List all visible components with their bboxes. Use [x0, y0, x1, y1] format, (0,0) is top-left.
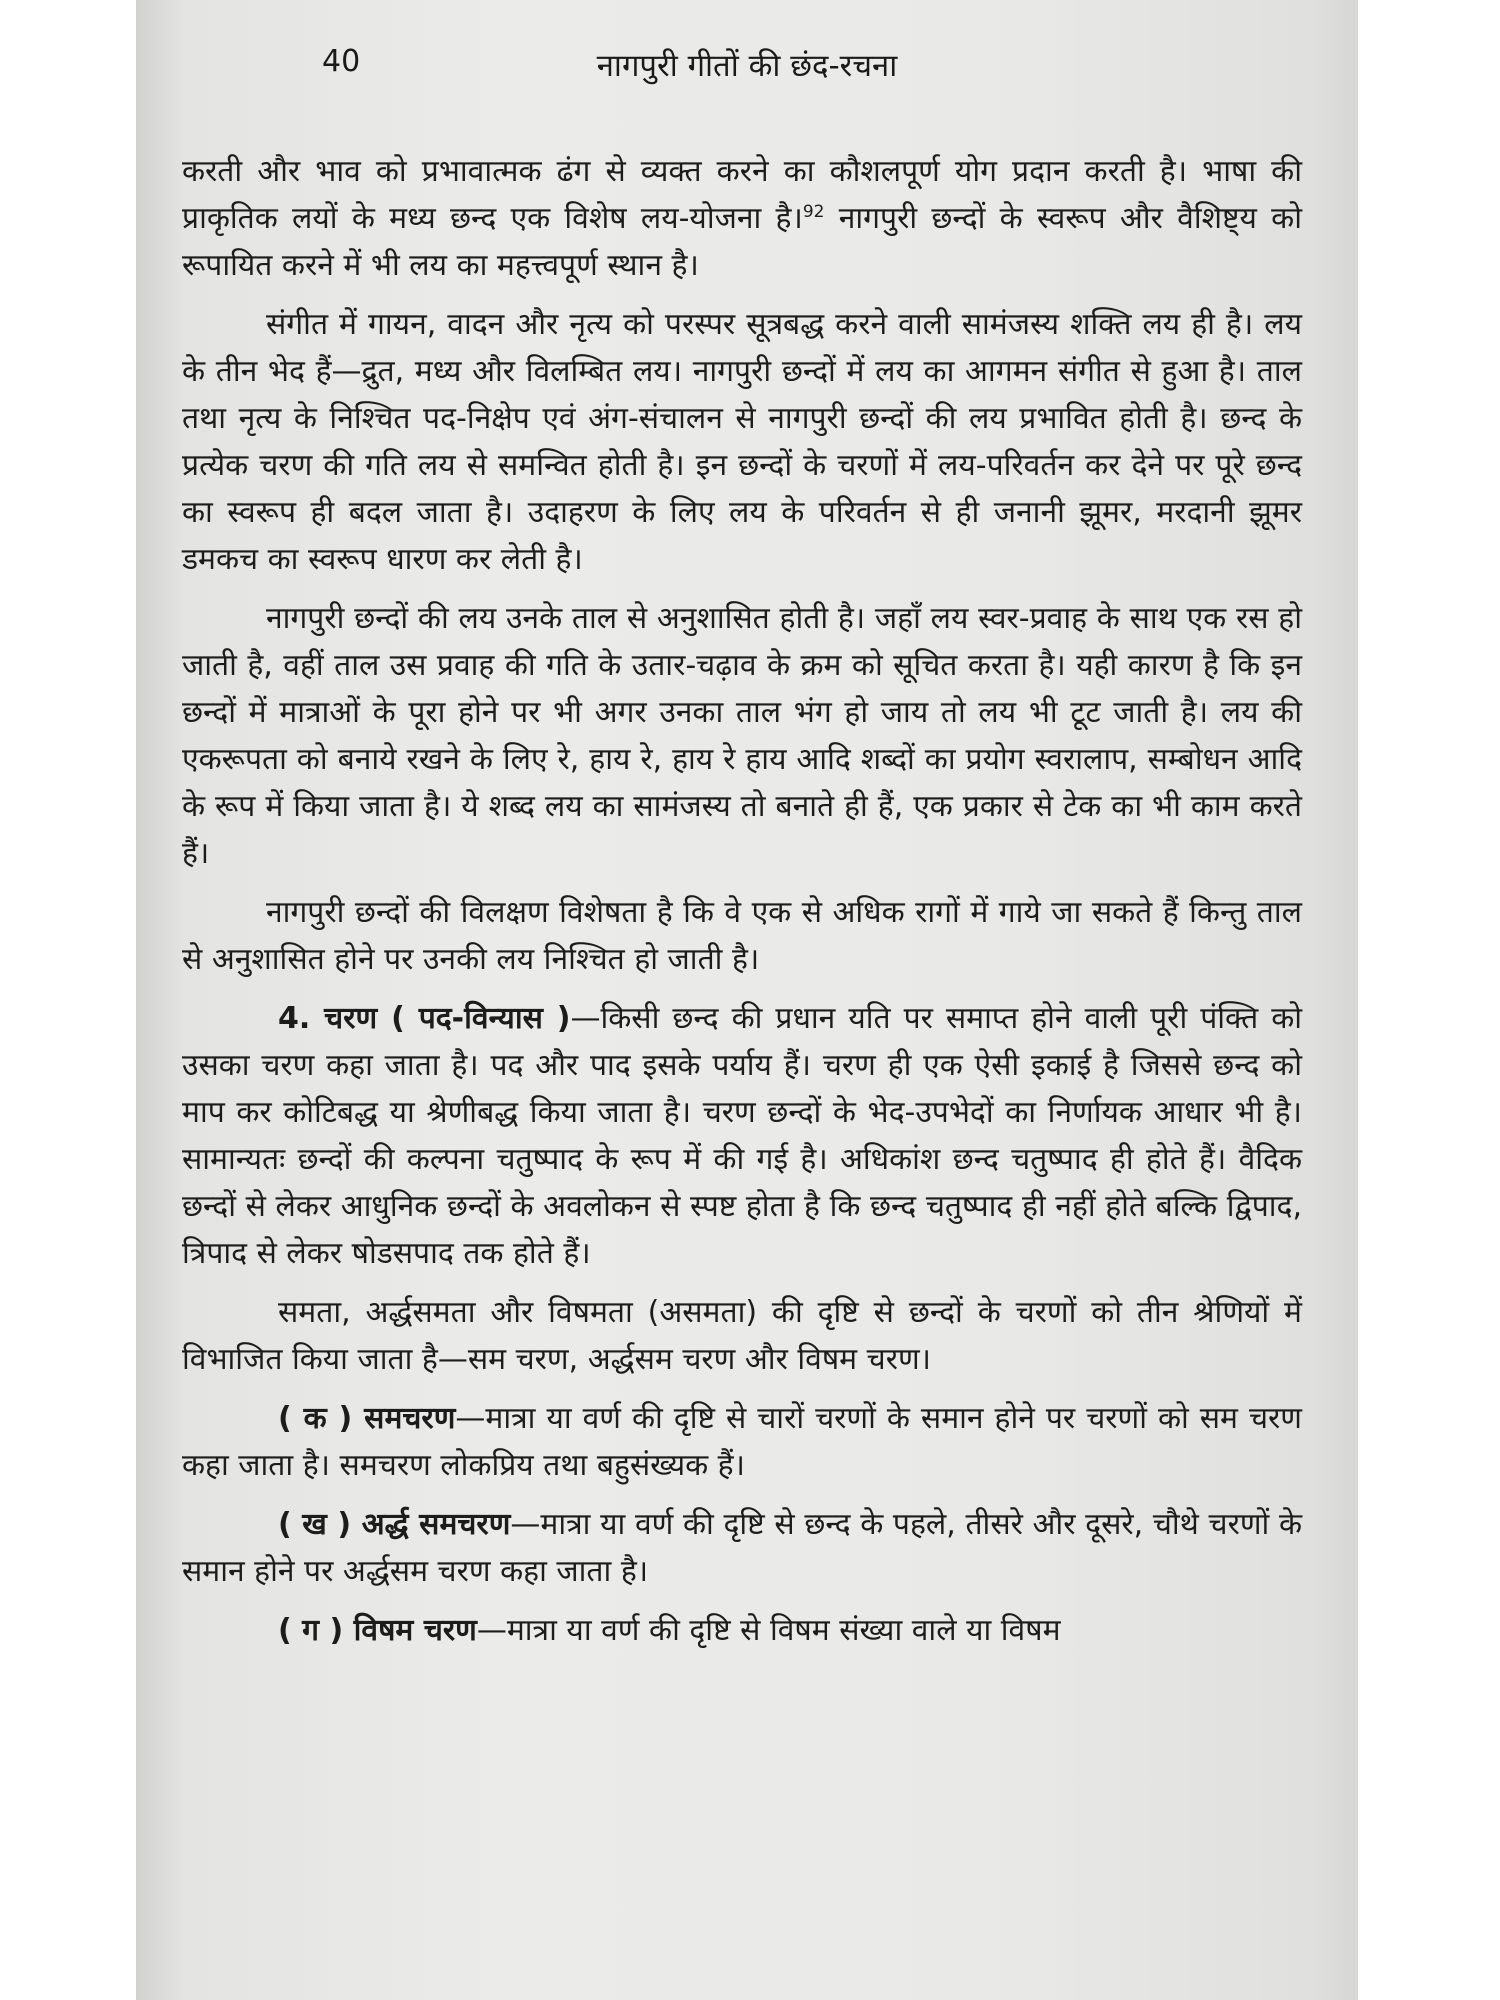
running-title: नागपुरी गीतों की छंद-रचना	[596, 48, 898, 84]
section-charan-heading: 4. चरण ( पद-विन्यास )	[278, 1001, 571, 1036]
paragraph-4: नागपुरी छन्दों की विलक्षण विशेषता है कि वे एक से अधिक रागों में गाये जा सकते हैं किन्तु ताल से अनुशासित होने पर उनकी लय निश्चित हो जाती है।	[182, 895, 1302, 977]
paragraph-1	[182, 148, 1302, 289]
subsection-ga-heading: ( ग ) विषम चरण	[278, 1613, 477, 1648]
paragraph-1-text-b: नागपुरी छन्दों के स्वरूप और वैशिष्ट्य को रूपायित करने में भी लय का महत्त्वपूर्ण स्थान है।	[182, 201, 1302, 283]
subsection-ka-heading: ( क ) समचरण	[278, 1401, 456, 1436]
paragraph-6: समता, अर्द्धसमता और विषमता (असमता) की दृष्टि से छन्दों के चरणों को तीन श्रेणियों में विभाजित किया जाता है—सम चरण, अर्द्धसम चरण और विषम चरण।	[182, 1295, 1302, 1377]
subsection-ga-text: —मात्रा या वर्ण की दृष्टि से विषम संख्या वाले या विषम	[476, 1613, 1061, 1648]
paragraph-2: संगीत में गायन, वादन और नृत्य को परस्पर सूत्रबद्ध करने वाली सामंजस्य शक्ति लय ही है। लय के तीन भेद हैं—द्रुत, मध्य और विलम्बित लय। नागपुरी छन्दों में लय का आगमन संगीत से हुआ है। ताल तथा नृत्य के निश्चित पद-निक्षेप एवं अंग-संचालन से नागपुरी छन्दों की लय प्रभावित होती है। छन्द के प्रत्येक चरण की गति लय से समन्वित होती है। इन छन्दों के चरणों में लय-परिवर्तन कर देने पर पूरे छन्द का स्वरूप ही बदल जाता है। उदाहरण के लिए लय के परिवर्तन से ही जनानी झूमर, मरदानी झूमर डमकच का स्वरूप धारण कर लेती है।	[182, 307, 1302, 577]
subsection-ga	[182, 1607, 1302, 1654]
subsection-ka	[182, 1395, 1302, 1489]
page-body	[182, 148, 1302, 1666]
page-number: 40	[322, 44, 361, 79]
subsection-kha	[182, 1501, 1302, 1595]
paragraph-3: नागपुरी छन्दों की लय उनके ताल से अनुशासित होती है। जहाँ लय स्वर-प्रवाह के साथ एक रस हो जाती है, वहीं ताल उस प्रवाह की गति के उतार-चढ़ाव के क्रम को सूचित करता है। यही कारण है कि इन छन्दों में मात्राओं के पूरा होने पर भी अगर उनका ताल भंग हो जाय तो लय भी टूट जाती है। लय की एकरूपता को बनाये रखने के लिए रे, हाय रे, हाय रे हाय आदि शब्दों का प्रयोग स्वरालाप, सम्बोधन आदि के रूप में किया जाता है। ये शब्द लय का सामंजस्य तो बनाते ही हैं, एक प्रकार से टेक का भी काम करते हैं।	[182, 601, 1302, 871]
subsection-kha-heading: ( ख ) अर्द्ध समचरण	[278, 1507, 511, 1542]
subsection-ka-text: —मात्रा या वर्ण की दृष्टि से चारों चरणों के समान होने पर चरणों को सम चरण कहा जाता है। समचरण लोकप्रिय तथा बहुसंख्यक हैं।	[182, 1401, 1302, 1483]
section-charan-text: —किसी छन्द की प्रधान यति पर समाप्त होने वाली पूरी पंक्ति को उसका चरण कहा जाता है। पद और पाद इसके पर्याय हैं। चरण ही एक ऐसी इकाई है जिससे छन्द को माप कर कोटिबद्ध या श्रेणीबद्ध किया जाता है। चरण छन्दों के भेद-उपभेदों का निर्णायक आधार भी है। सामान्यतः छन्दों की कल्पना चतुष्पाद के रूप में की गई है। अधिकांश छन्द चतुष्पाद ही होते हैं। वैदिक छन्दों से लेकर आधुनिक छन्दों के अवलोकन से स्पष्ट होता है कि छन्द चतुष्पाद ही नहीं होते बल्कि द्विपाद, त्रिपाद से लेकर षोडसपाद तक होते हैं।	[182, 1001, 1303, 1271]
page-header	[322, 44, 1172, 104]
subsection-kha-text: —मात्रा या वर्ण की दृष्टि से छन्द के पहले, तीसरे और दूसरे, चौथे चरणों के समान होने पर अर्द्धसम चरण कहा जाता है।	[182, 1507, 1303, 1589]
footnote-marker: 92	[802, 202, 825, 222]
paragraph-1-text-a: करती और भाव को प्रभावात्मक ढंग से व्यक्त करने का कौशलपूर्ण योग प्रदान करती है। भाषा की प्राकृतिक लयों के मध्य छन्द एक विशेष लय-योजना है।	[182, 154, 1302, 236]
section-charan	[182, 995, 1302, 1277]
